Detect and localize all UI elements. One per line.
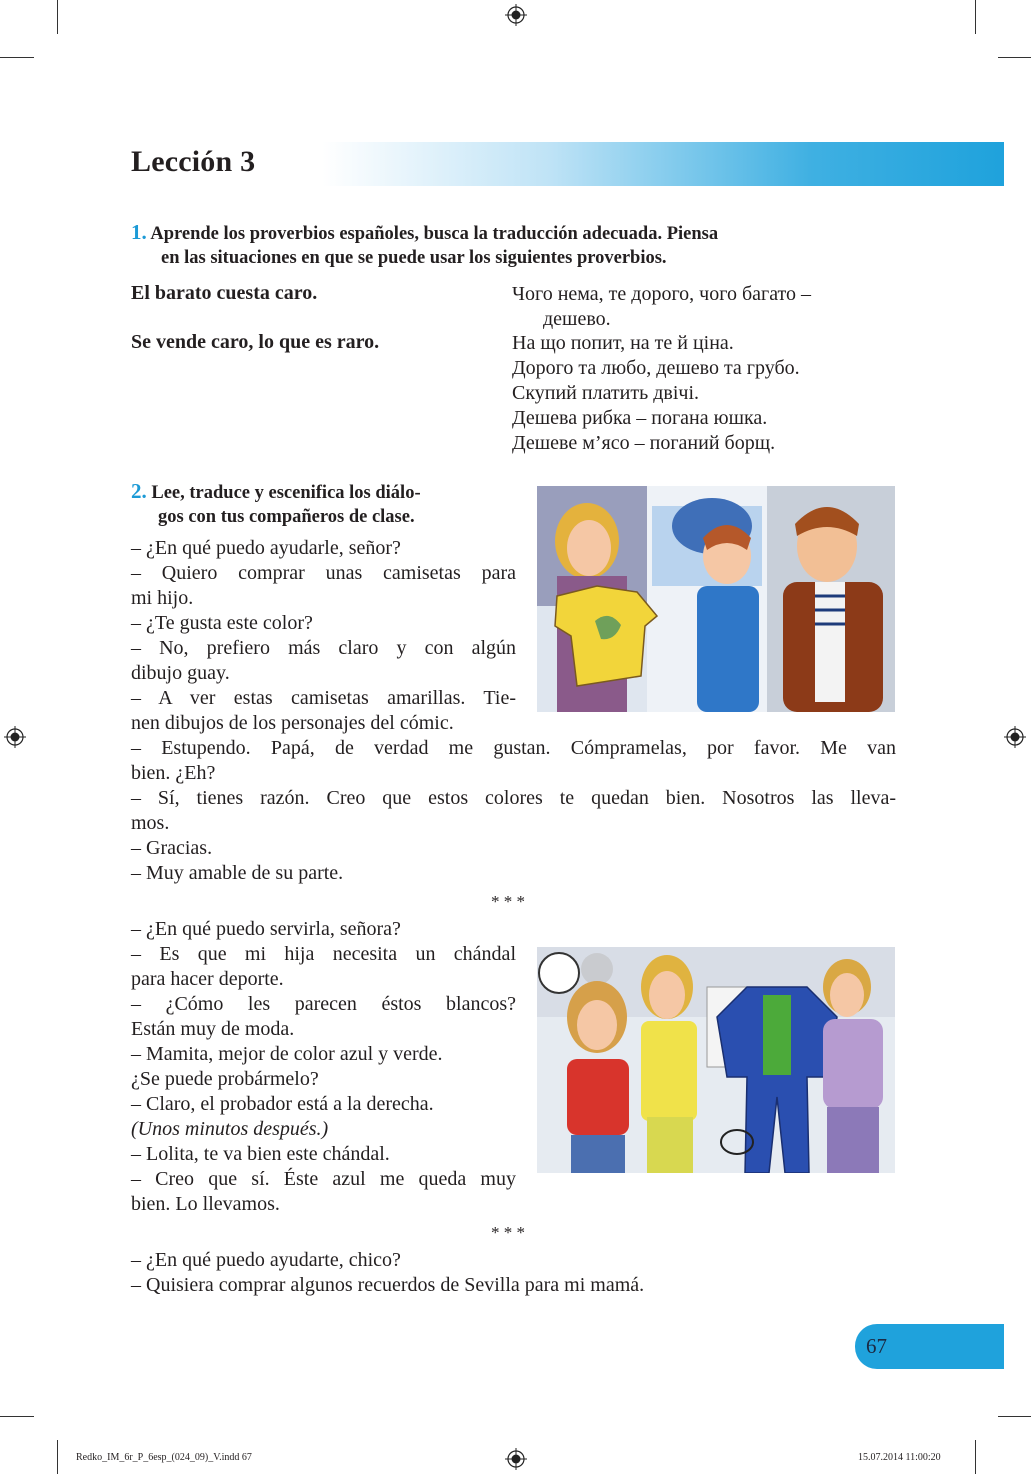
dialog-line: – Lolita, te va bien este chándal.	[131, 1143, 390, 1165]
dialog-line: – Mamita, mejor de color azul y verde.	[131, 1043, 443, 1065]
crop-mark	[0, 57, 34, 58]
dialog-line: – Muy amable de su parte.	[131, 862, 344, 884]
dialog-line: – Quiero comprar unas camisetas para	[131, 562, 516, 584]
dialog-line-italic: (Unos minutos después.)	[131, 1118, 329, 1140]
dialog-line: – Quisiera comprar algunos recuerdos de Sevilla para mi mamá.	[131, 1274, 645, 1296]
dialog-line: ¿Se puede probármelo?	[131, 1068, 319, 1090]
dialog-separator: * * *	[491, 892, 525, 911]
dialog-line: – Claro, el probador está a la derecha.	[131, 1093, 434, 1115]
proverb-uk: Чого нема, те дорого, чого багато –	[512, 283, 812, 305]
proverb-uk: Дешева рибка – погана юшка.	[512, 407, 768, 429]
proverb-uk: На що попит, на те й ціна.	[512, 332, 734, 354]
dialog-line: mi hijo.	[131, 587, 194, 609]
dialog-line: – ¿Te gusta este color?	[131, 612, 313, 634]
footer-filename: Redko_IM_6r_P_6esp_(024_09)_V.indd 67	[76, 1452, 252, 1463]
page-number: 67	[866, 1334, 887, 1358]
crop-mark	[57, 0, 58, 34]
dialog-line: – ¿En qué puedo ayudarle, señor?	[131, 537, 401, 559]
instruction-text: gos con tus compañeros de clase.	[158, 507, 415, 527]
dialog-line: – Creo que sí. Éste azul me queda muy	[131, 1168, 516, 1190]
lesson-header-bar	[130, 142, 1004, 186]
dialog-line: – ¿En qué puedo ayudarte, chico?	[131, 1249, 401, 1271]
crop-mark	[57, 1440, 58, 1474]
footer-date: 15.07.2014 11:00:20	[858, 1452, 941, 1463]
proverb-uk: дешево.	[543, 308, 611, 330]
exercise-number: 2.	[131, 479, 147, 503]
instruction-text: en las situaciones en que se puede usar los siguientes proverbios.	[161, 248, 667, 268]
dialog-line: – ¿En qué puedo servirla, señora?	[131, 918, 401, 940]
shop-illustration-tracksuit	[537, 947, 895, 1173]
crop-mark	[975, 0, 976, 34]
exercise-1-instruction	[131, 220, 911, 270]
proverb-es: El barato cuesta caro.	[131, 282, 318, 304]
proverb-uk: Скупий платить двічі.	[512, 382, 700, 404]
exercise-number: 1.	[131, 220, 147, 244]
proverb-uk: Дорого та любо, дешево та грубо.	[512, 357, 800, 379]
dialog-line: nen dibujos de los personajes del cómic.	[131, 712, 454, 734]
dialog-line: Están muy de moda.	[131, 1018, 295, 1040]
crop-mark	[998, 1416, 1031, 1417]
crop-mark	[0, 1416, 34, 1417]
dialog-line: para hacer deporte.	[131, 968, 284, 990]
instruction-text: Lee, traduce y escenifica los diálo-	[151, 483, 421, 503]
dialog-separator: * * *	[491, 1223, 525, 1242]
instruction-text: Aprende los proverbios españoles, busca la traducción adecuada. Piensa	[150, 224, 719, 244]
dialog-line: mos.	[131, 812, 170, 834]
dialog-line: – ¿Cómo les parecen éstos blancos?	[131, 993, 516, 1015]
proverb-uk: Дешеве м’ясо – поганий борщ.	[512, 432, 776, 454]
dialog-line: bien. ¿Eh?	[131, 762, 216, 784]
exercise-2-instruction	[131, 479, 521, 529]
dialog-line: – A ver estas camisetas amarillas. Tie-	[131, 687, 516, 709]
dialog-line: – Gracias.	[131, 837, 213, 859]
crop-mark	[998, 57, 1031, 58]
registration-mark-icon	[4, 726, 26, 748]
registration-mark-icon	[1004, 726, 1026, 748]
dialog-line: – No, prefiero más claro y con algún	[131, 637, 516, 659]
proverb-es: Se vende caro, lo que es raro.	[131, 331, 380, 353]
dialog-line: bien. Lo llevamos.	[131, 1193, 280, 1215]
lesson-title: Lección 3	[131, 145, 256, 178]
dialog-line: – Sí, tienes razón. Creo que estos colores te quedan bien. Nosotros las lleva-	[131, 787, 896, 809]
dialog-line: – Estupendo. Papá, de verdad me gustan. Cómpramelas, por favor. Me van	[131, 737, 896, 759]
registration-mark-icon	[505, 1448, 527, 1470]
registration-mark-icon	[505, 4, 527, 26]
crop-mark	[975, 1440, 976, 1474]
dialog-line: dibujo guay.	[131, 662, 230, 684]
dialog-line: – Es que mi hija necesita un chándal	[131, 943, 516, 965]
shop-illustration-tshirts	[537, 486, 895, 712]
